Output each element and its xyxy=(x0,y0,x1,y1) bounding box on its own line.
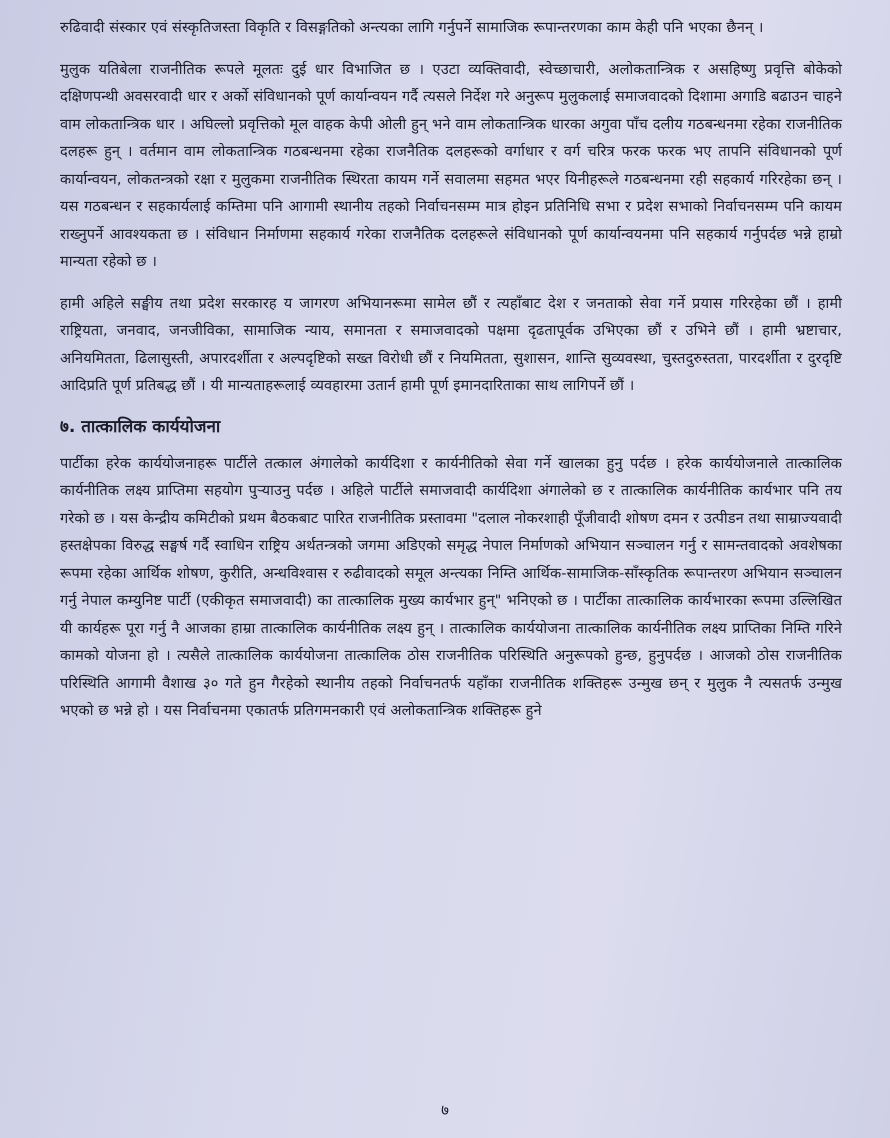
page-number: ७ xyxy=(441,1101,449,1119)
paragraph-4: पार्टीका हरेक कार्ययोजनाहरू पार्टीले तत्काल अंगालेको कार्यदिशा र कार्यनीतिको सेवा गर्ने खालका हुनु पर्दछ । हरेक कार्ययोजनाले तात्कालिक कार्यनीतिक लक्ष्य प्राप्तिमा सहयोग पुऱ्याउनु पर्दछ । अहिले पार्टीले समाजवादी कार्यदिशा अंगालेको छ र तात्कालिक कार्यनीतिक कार्यभार पनि तय गरेको छ । यस केन्द्रीय कमिटीको प्रथम बैठकबाट पारित राजनीतिक प्रस्तावमा "दलाल नोकरशाही पूँजीवादी शोषण दमन र उत्पीडन तथा साम्राज्यवादी हस्तक्षेपका विरुद्ध सङ्घर्ष गर्दै स्वाधिन राष्ट्रिय अर्थतन्त्रको जगमा अडिएको समृद्ध नेपाल निर्माणको अभियान सञ्चालन गर्नु र सामन्तवादको अवशेषका रूपमा रहेका आर्थिक शोषण, कुरीति, अन्धविश्वास र रुढीवादको समूल अन्त्यका निम्ति आर्थिक-सामाजिक-साँस्कृतिक रूपान्तरण अभियान सञ्चालन गर्नु नेपाल कम्युनिष्ट पार्टी (एकीकृत समाजवादी) का तात्कालिक मुख्य कार्यभार हुन्" भनिएको छ । पार्टीका तात्कालिक कार्यभारका रूपमा उल्लिखित यी कार्यहरू पूरा गर्नु नै आजका हाम्रा तात्कालिक कार्यनीतिक लक्ष्य हुन् । तात्कालिक कार्ययोजना तात्कालिक कार्यनीतिक लक्ष्य प्राप्तिका निम्ति गरिने कामको योजना हो । त्यसैले तात्कालिक कार्ययोजना तात्कालिक ठोस राजनीतिक परिस्थिति अनुरूपको हुन्छ, हुनुपर्दछ । आजको ठोस राजनीतिक परिस्थिति आगामी वैशाख ३० गते हुन गैरहेको स्थानीय तहको निर्वाचनतर्फ यहाँका राजनीतिक शक्तिहरू उन्मुख छन् र मुलुक नै त्यसतर्फ उन्मुख भएको छ भन्ने हो । यस निर्वाचनमा एकातर्फ प्रतिगमनकारी एवं अलोकतान्त्रिक शक्तिहरू हुने xyxy=(60,454,842,719)
paragraph-1: रुढिवादी संस्कार एवं संस्कृतिजस्ता विकृति र विसङ्गतिको अन्त्यका लागि गर्नुपर्ने सामाजिक रूपान्तरणका काम केही पनि भएका छैनन् । xyxy=(60,19,764,36)
section-heading: ७. तात्कालिक कार्ययोजना xyxy=(60,416,221,437)
paragraph-2: मुलुक यतिबेला राजनीतिक रूपले मूलतः दुई धार विभाजित छ । एउटा व्यक्तिवादी, स्वेच्छाचारी, अलोकतान्त्रिक र असहिष्णु प्रवृत्ति बोकेको दक्षिणपन्थी अवसरवादी धार र अर्को संविधानको पूर्ण कार्यान्वयन गर्दै त्यसले निर्देश गरे अनुरूप मुलुकलाई समाजवादको दिशामा अगाडि बढाउन चाहने वाम लोकतान्त्रिक धार । अघिल्लो प्रवृत्तिको मूल वाहक केपी ओली हुन् भने वाम लोकतान्त्रिक धारका अगुवा पाँच दलीय गठबन्धनमा रहेका राजनीतिक दलहरू हुन् । वर्तमान वाम लोकतान्त्रिक गठबन्धनमा रहेका राजनैतिक दलहरूको वर्गाधार र वर्ग चरित्र फरक फरक भए तापनि संविधानको पूर्ण कार्यान्वयन, लोकतन्त्रको रक्षा र मुलुकमा राजनीतिक स्थिरता कायम गर्ने सवालमा सहमत भएर यिनीहरूले गठबन्धनमा रही सहकार्य गरिरहेका छन् । यस गठबन्धन र सहकार्यलाई कम्तिमा पनि आगामी स्थानीय तहको निर्वाचनसम्म मात्र होइन प्रतिनिधि सभा र प्रदेश सभाको निर्वाचनसम्म पनि कायम राख्नुपर्ने आवश्यकता छ । संविधान निर्माणमा सहकार्य गरेका राजनैतिक दलहरूले संविधानको पूर्ण कार्यान्वयनमा पनि सहकार्य गर्नुपर्दछ भन्ने हाम्रो मान्यता रहेको छ । xyxy=(60,60,842,270)
paragraph-3: हामी अहिले सङ्घीय तथा प्रदेश सरकारह य जागरण अभियानरूमा सामेल छौं र त्यहाँबाट देश र जनताको सेवा गर्ने प्रयास गरिरहेका छौं । हामी राष्ट्रियता, जनवाद, जनजीविका, सामाजिक न्याय, समानता र समाजवादको पक्षमा दृढतापूर्वक उभिएका छौं र उभिने छौं । हामी भ्रष्टाचार, अनियमितता, ढिलासुस्ती, अपारदर्शीता र अल्पदृष्टिको सख्त विरोधी छौं र नियमितता, सुशासन, शान्ति सुव्यवस्था, चुस्तदुरुस्तता, पारदर्शीता र दुरदृष्टि आदिप्रति पूर्ण प्रतिबद्ध छौं । यी मान्यताहरूलाई व्यवहारमा उतार्न हामी पूर्ण इमानदारिताका साथ लागिपर्ने छौं । xyxy=(60,294,842,394)
